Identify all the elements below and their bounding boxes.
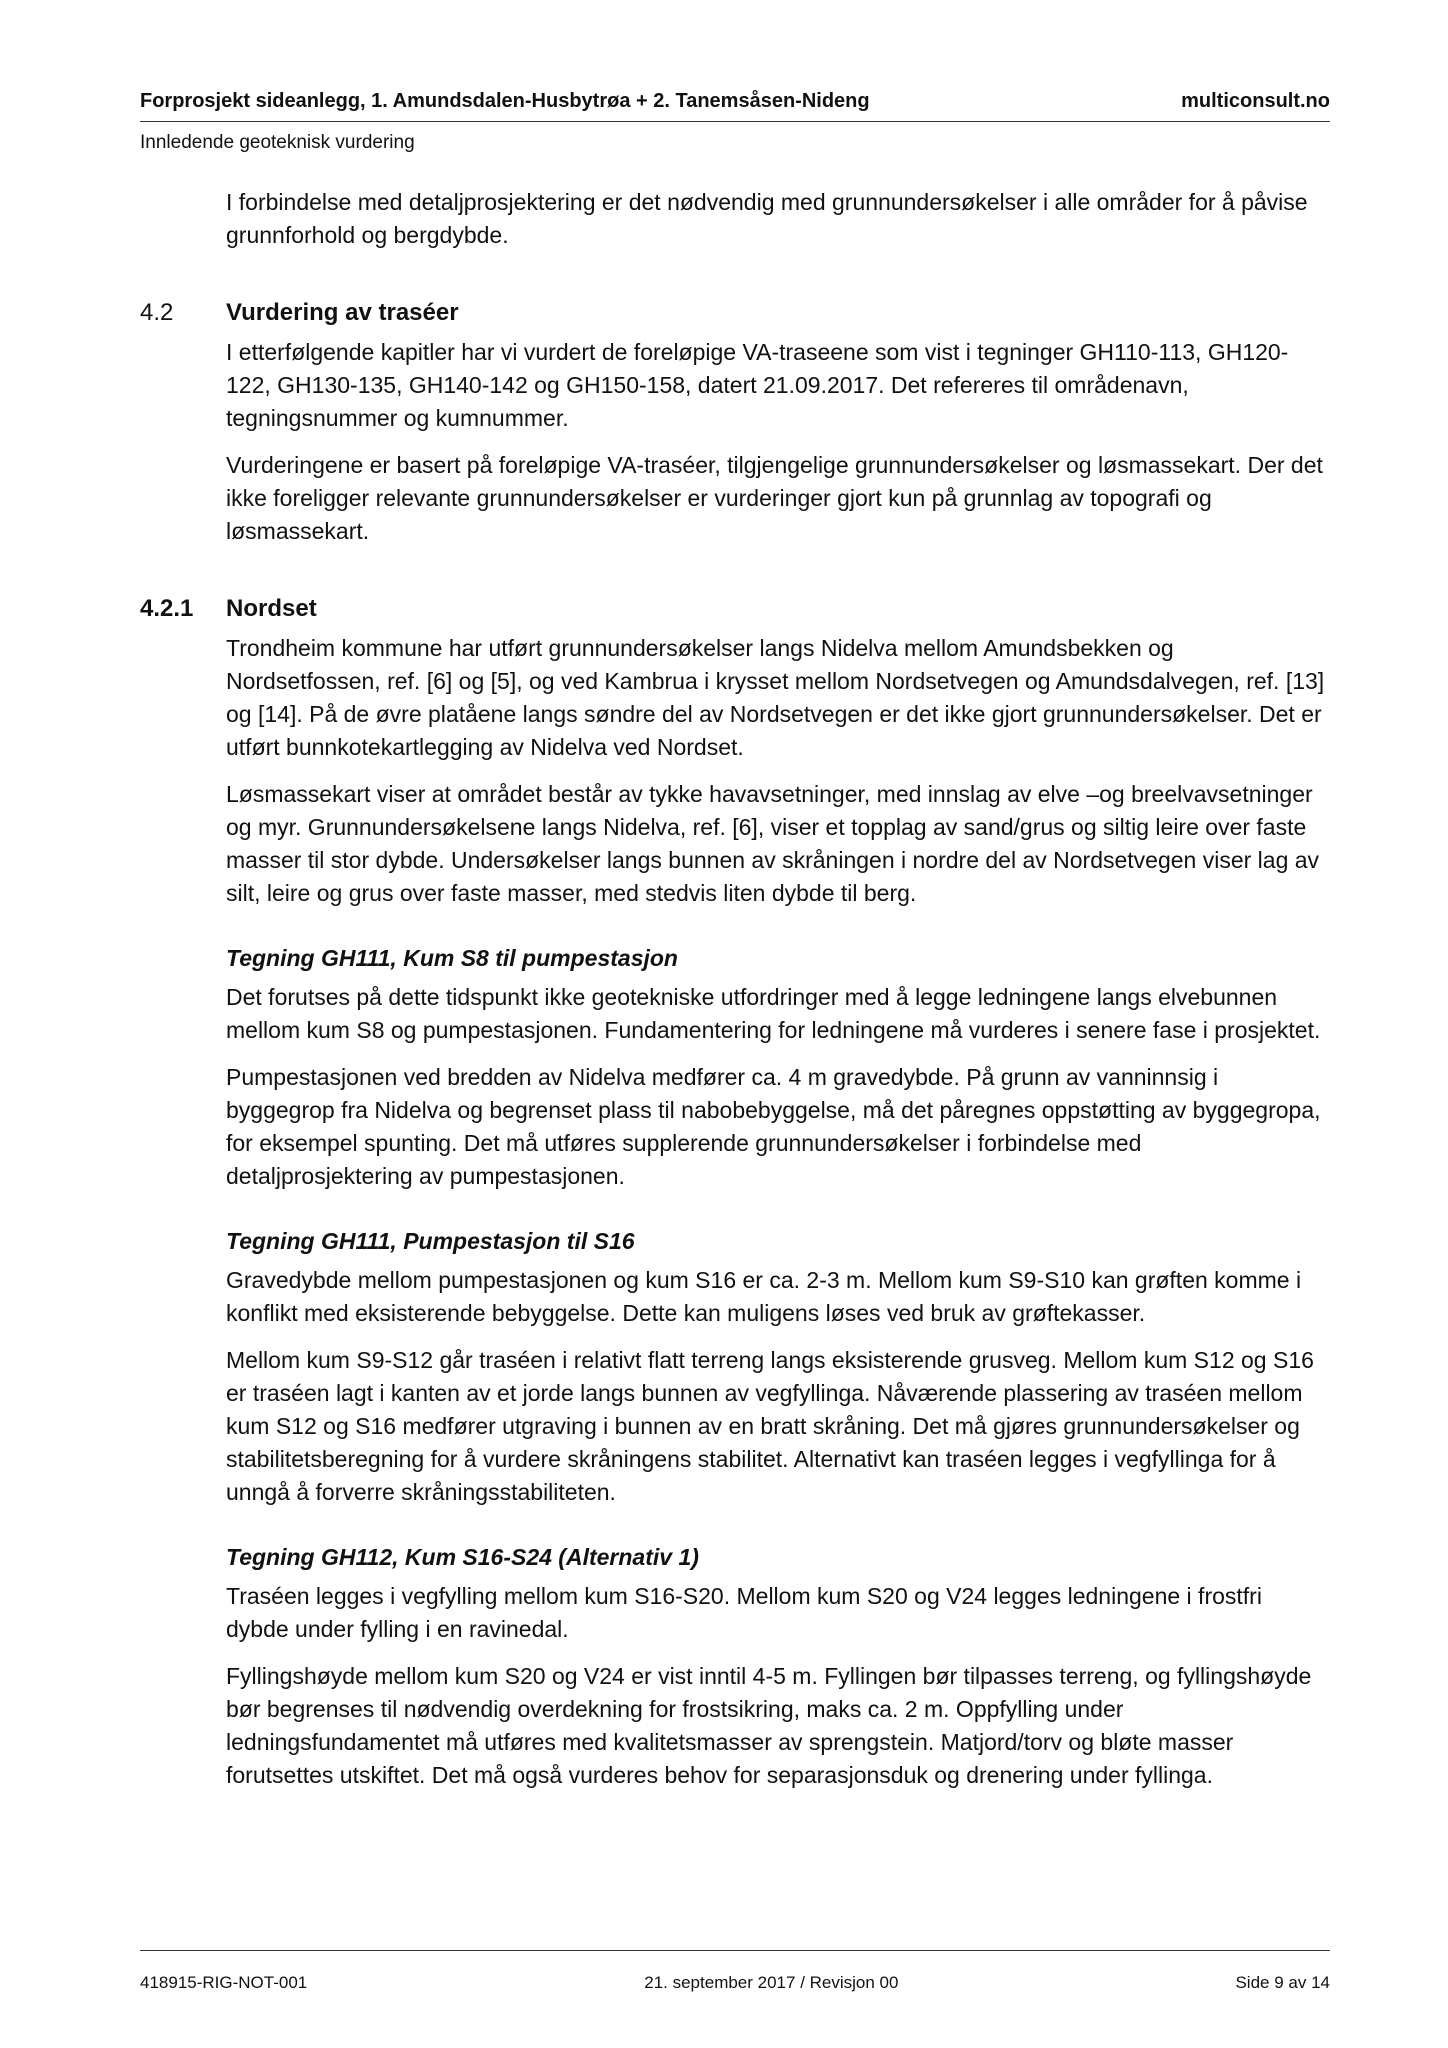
paragraph: Løsmassekart viser at området består av tykke havavsetninger, med innslag av elve –og breelvavsetninger og myr. Grunnundersøkelsene langs Nidelva, ref. [6], viser et topplag av sand/grus og siltig leire over faste masser til stor dybde. Undersøkelser langs bunnen av skråningen i nordre del av Nordsetvegen viser lag av silt, leire og grus over faste masser, med stedvis liten dybde til berg. <box>226 781 1320 906</box>
section-number: 4.2 <box>140 299 174 326</box>
section-title: Vurdering av traséer <box>226 299 459 326</box>
section-heading-4-2-1 <box>140 592 1326 626</box>
subheading-pumpestasjon-s16: Tegning GH111, Pumpestasjon til S16 <box>226 1228 635 1254</box>
subheading-kum-s16-s24: Tegning GH112, Kum S16-S24 (Alternativ 1) <box>226 1544 699 1570</box>
document-title: Forprosjekt sideanlegg, 1. Amundsdalen-Husbytrøa + 2. Tanemsåsen-Nideng <box>140 90 870 112</box>
section-heading-4-2 <box>140 296 1326 330</box>
paragraph: Vurderingene er basert på foreløpige VA-traséer, tilgjengelige grunnundersøkelser og løsmassekart. Der det ikke foreligger relevante grunnundersøkelser er vurderinger gjort kun på grunnlag av topografi og løsmassekart. <box>226 452 1323 544</box>
document-subtitle: Innledende geoteknisk vurdering <box>140 132 415 153</box>
paragraph: I etterfølgende kapitler har vi vurdert de foreløpige VA-traseene som vist i tegninger GH110-113, GH120-122, GH130-135, GH140-142 og GH150-158, datert 21.09.2017. Det refereres til områdenavn, tegningsnummer og kumnummer. <box>226 339 1289 431</box>
company-site: multiconsult.no <box>1181 90 1330 112</box>
document-id: 418915-RIG-NOT-001 <box>140 1973 308 1992</box>
paragraph: Det forutses på dette tidspunkt ikke geotekniske utfordringer med å legge ledningene langs elvebunnen mellom kum S8 og pumpestasjonen. Fundamentering for ledningene må vurderes i senere fase i prosjektet. <box>226 984 1321 1043</box>
paragraph: Trondheim kommune har utført grunnundersøkelser langs Nidelva mellom Amundsbekken og Nordsetfossen, ref. [6] og [5], og ved Kambrua i krysset mellom Nordsetvegen og Amundsdalvegen, ref. [13] og [14]. På de øvre platåene langs søndre del av Nordsetvegen er det ikke gjort grunnundersøkelser. Det er utført bunnkotekartlegging av Nidelva ved Nordset. <box>226 635 1325 760</box>
page-footer <box>140 1950 1330 1993</box>
header-top-row <box>140 90 1330 122</box>
subheading-kum-s8: Tegning GH111, Kum S8 til pumpestasjon <box>226 945 678 971</box>
date-revision: 21. september 2017 / Revisjon 00 <box>644 1973 899 1992</box>
section-title: Nordset <box>226 595 317 622</box>
paragraph: Mellom kum S9-S12 går traséen i relativt flatt terreng langs eksisterende grusveg. Mellom kum S12 og S16 er traséen lagt i kanten av et jorde langs bunnen av vegfyllinga. Nåværende plassering av traséen mellom kum S12 og S16 medfører utgraving i bunnen av en bratt skråning. Det må gjøres grunnundersøkelser og stabilitetsberegning for å vurdere skråningens stabilitet. Alternativt kan traséen legges i vegfyllinga for å unngå å forverre skråningsstabiliteten. <box>226 1347 1314 1505</box>
paragraph: Gravedybde mellom pumpestasjonen og kum S16 er ca. 2-3 m. Mellom kum S9-S10 kan grøften komme i konflikt med eksisterende bebyggelse. Dette kan muligens løses ved bruk av grøftekasser. <box>226 1267 1302 1326</box>
page-header <box>140 90 1330 154</box>
paragraph: Pumpestasjonen ved bredden av Nidelva medfører ca. 4 m gravedybde. På grunn av vanninnsig i byggegrop fra Nidelva og begrenset plass til nabobebyggelse, må det påregnes oppstøtting av byggegropa, for eksempel spunting. Det må utføres supplerende grunnundersøkelser i forbindelse med detaljprosjektering av pumpestasjonen. <box>226 1064 1321 1189</box>
paragraph: Traséen legges i vegfylling mellom kum S16-S20. Mellom kum S20 og V24 legges ledningene i frostfri dybde under fylling i en ravinedal. <box>226 1583 1262 1642</box>
paragraph: Fyllingshøyde mellom kum S20 og V24 er vist inntil 4-5 m. Fyllingen bør tilpasses terreng, og fyllingshøyde bør begrenses til nødvendig overdekning for frostsikring, maks ca. 2 m. Oppfylling under ledningsfundamentet må utføres med kvalitetsmasser av sprengstein. Matjord/torv og bløte masser forutsettes utskiftet. Det må også vurderes behov for separasjonsduk og drenering under fyllinga. <box>226 1663 1312 1788</box>
section-number: 4.2.1 <box>140 595 194 622</box>
intro-paragraph: I forbindelse med detaljprosjektering er det nødvendig med grunnundersøkelser i alle områder for å påvise grunnforhold og bergdybde. <box>226 189 1308 248</box>
page-content <box>140 186 1326 1806</box>
page-number: Side 9 av 14 <box>1235 1973 1330 1992</box>
